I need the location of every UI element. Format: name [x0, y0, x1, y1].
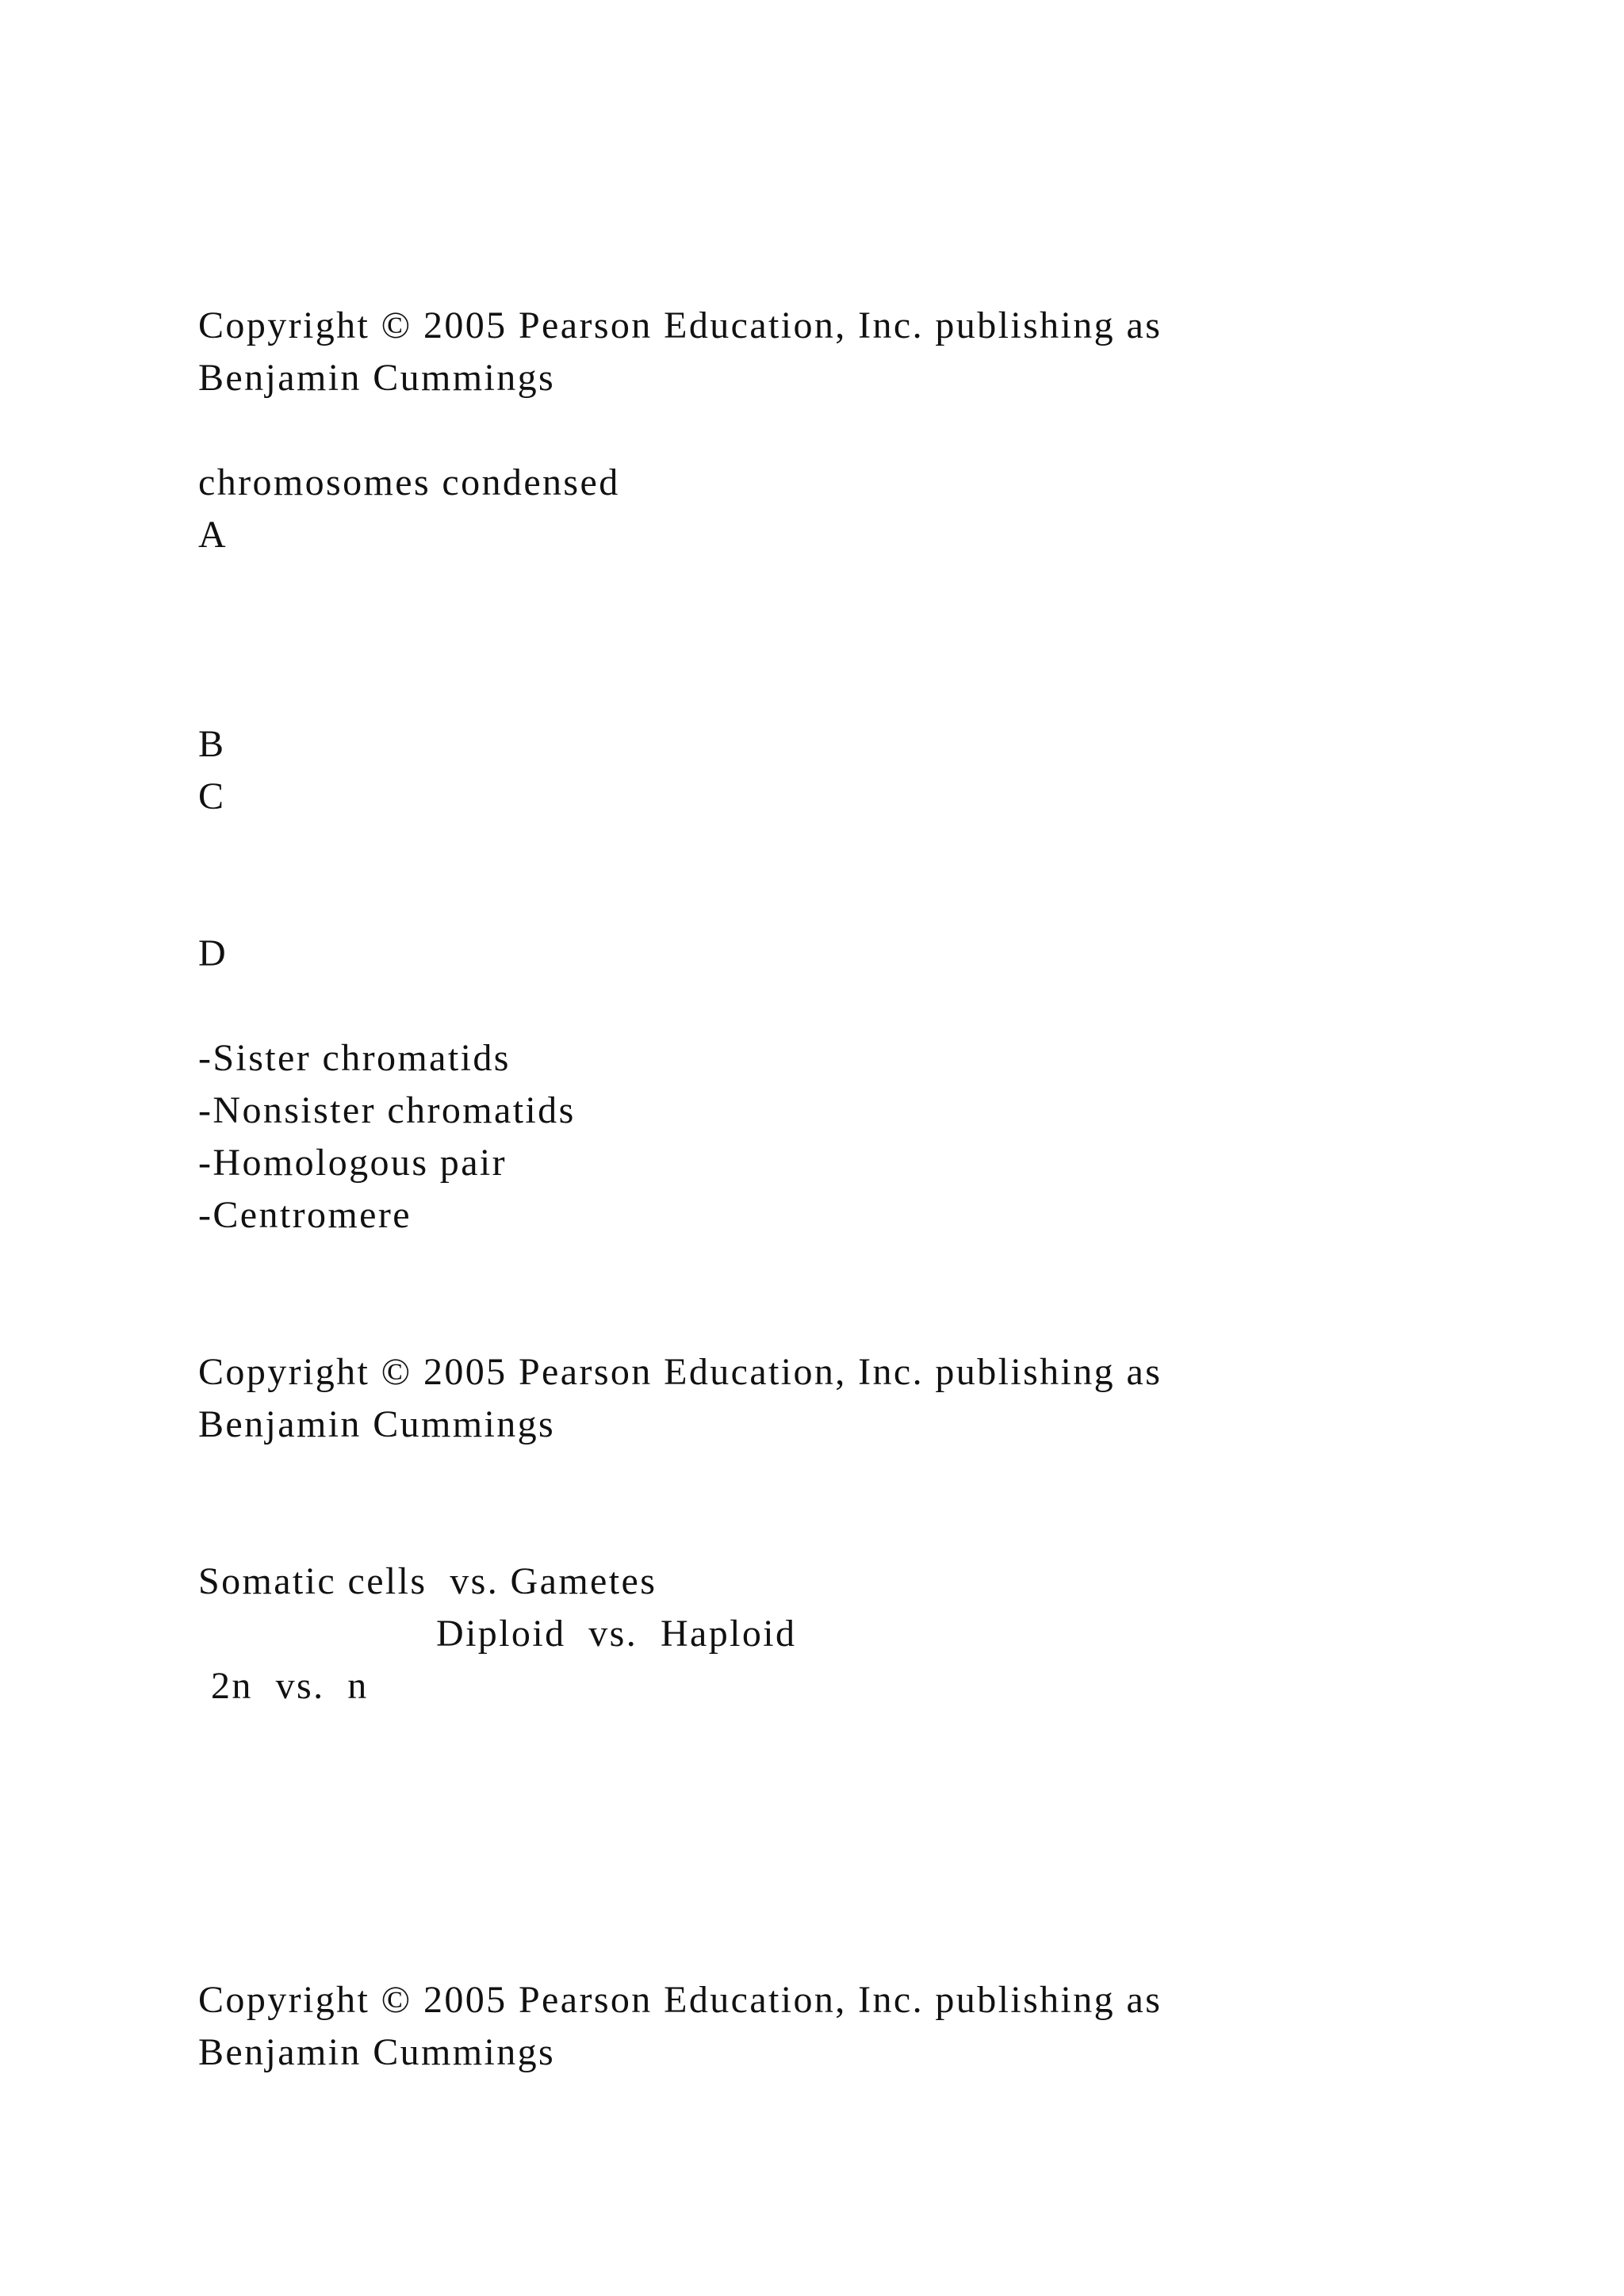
copyright-line: Copyright © 2005 Pearson Education, Inc. publishing as: [198, 304, 1162, 346]
label-d: D: [198, 932, 228, 974]
label-b: B: [198, 723, 226, 765]
chromosomes-condensed-label: chromosomes condensed: [198, 461, 620, 503]
list-item: -Nonsister chromatids: [198, 1089, 576, 1131]
list-item: -Sister chromatids: [198, 1037, 511, 1079]
label-a: A: [198, 514, 228, 556]
copyright-publisher: Benjamin Cummings: [198, 2031, 556, 2073]
comparison-2n-n: 2n vs. n: [211, 1665, 369, 1707]
copyright-publisher: Benjamin Cummings: [198, 1403, 556, 1445]
comparison-somatic-gametes: Somatic cells vs. Gametes: [198, 1560, 657, 1602]
list-item: -Homologous pair: [198, 1142, 508, 1184]
comparison-diploid-haploid: Diploid vs. Haploid: [436, 1613, 797, 1655]
copyright-line: Copyright © 2005 Pearson Education, Inc. publishing as: [198, 1351, 1162, 1393]
list-item: -Centromere: [198, 1194, 412, 1236]
label-c: C: [198, 775, 226, 817]
copyright-publisher: Benjamin Cummings: [198, 357, 556, 399]
copyright-line: Copyright © 2005 Pearson Education, Inc. publishing as: [198, 1979, 1162, 2021]
